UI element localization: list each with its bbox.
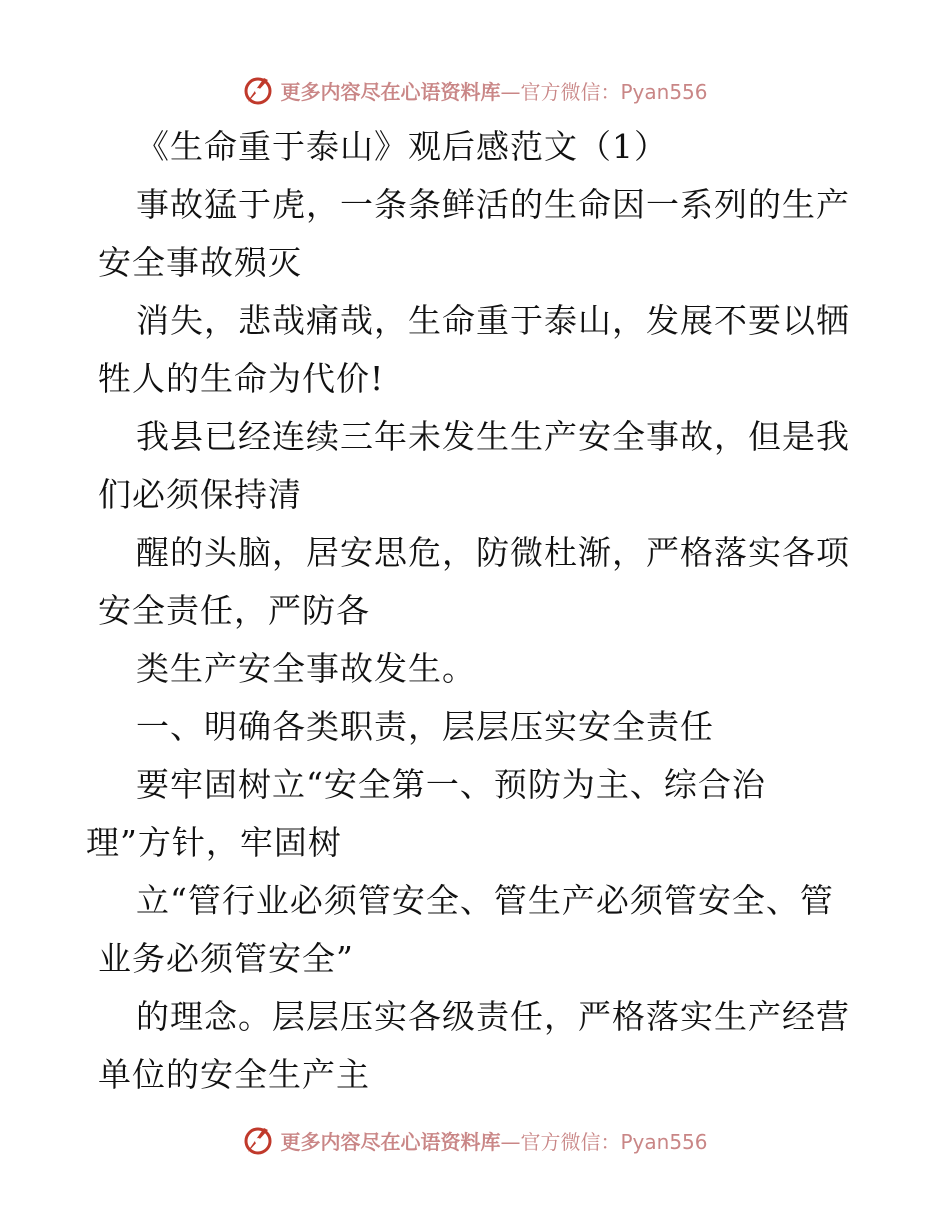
paragraph-line: 事故猛于虎，一条条鲜活的生命因一系列的生产	[136, 185, 850, 224]
header-watermark-banner	[0, 70, 950, 110]
paragraph-line: 单位的安全生产主	[98, 1055, 370, 1094]
paragraph-line: 牲人的生命为代价!	[98, 359, 385, 398]
paragraph-line: 醒的头脑，居安思危，防微杜渐，严格落实各项	[136, 533, 850, 572]
paragraph-line: 要牢固树立“安全第一、预防为主、综合治	[136, 765, 766, 804]
quill-logo-icon	[242, 74, 274, 106]
paragraph-line: 消失，悲哉痛哉，生命重于泰山，发展不要以牺	[136, 301, 850, 340]
paragraph-line: 理”方针，牢固树	[86, 823, 342, 862]
paragraph-line: 立“管行业必须管安全、管生产必须管安全、管	[136, 881, 834, 920]
quill-logo-icon	[242, 1124, 274, 1156]
document-title: 《生命重于泰山》观后感范文（1）	[136, 127, 668, 166]
watermark-text: 更多内容尽在心语资料库—官方微信：Pyan556	[280, 1129, 708, 1154]
paragraph-line: 们必须保持清	[98, 475, 302, 514]
paragraph-line: 业务必须管安全”	[98, 939, 354, 978]
paragraph-line: 类生产安全事故发生。	[136, 649, 476, 688]
paragraph-line: 安全事故殒灭	[98, 243, 302, 282]
footer-watermark-banner	[0, 1120, 950, 1160]
watermark-text: 更多内容尽在心语资料库—官方微信：Pyan556	[280, 79, 708, 104]
paragraph-line: 我县已经连续三年未发生生产安全事故，但是我	[136, 417, 850, 456]
paragraph-line: 的理念。层层压实各级责任，严格落实生产经营	[136, 997, 850, 1036]
paragraph-line: 安全责任，严防各	[98, 591, 370, 630]
section-heading: 一、明确各类职责，层层压实安全责任	[136, 707, 714, 746]
document-body	[86, 118, 858, 1104]
